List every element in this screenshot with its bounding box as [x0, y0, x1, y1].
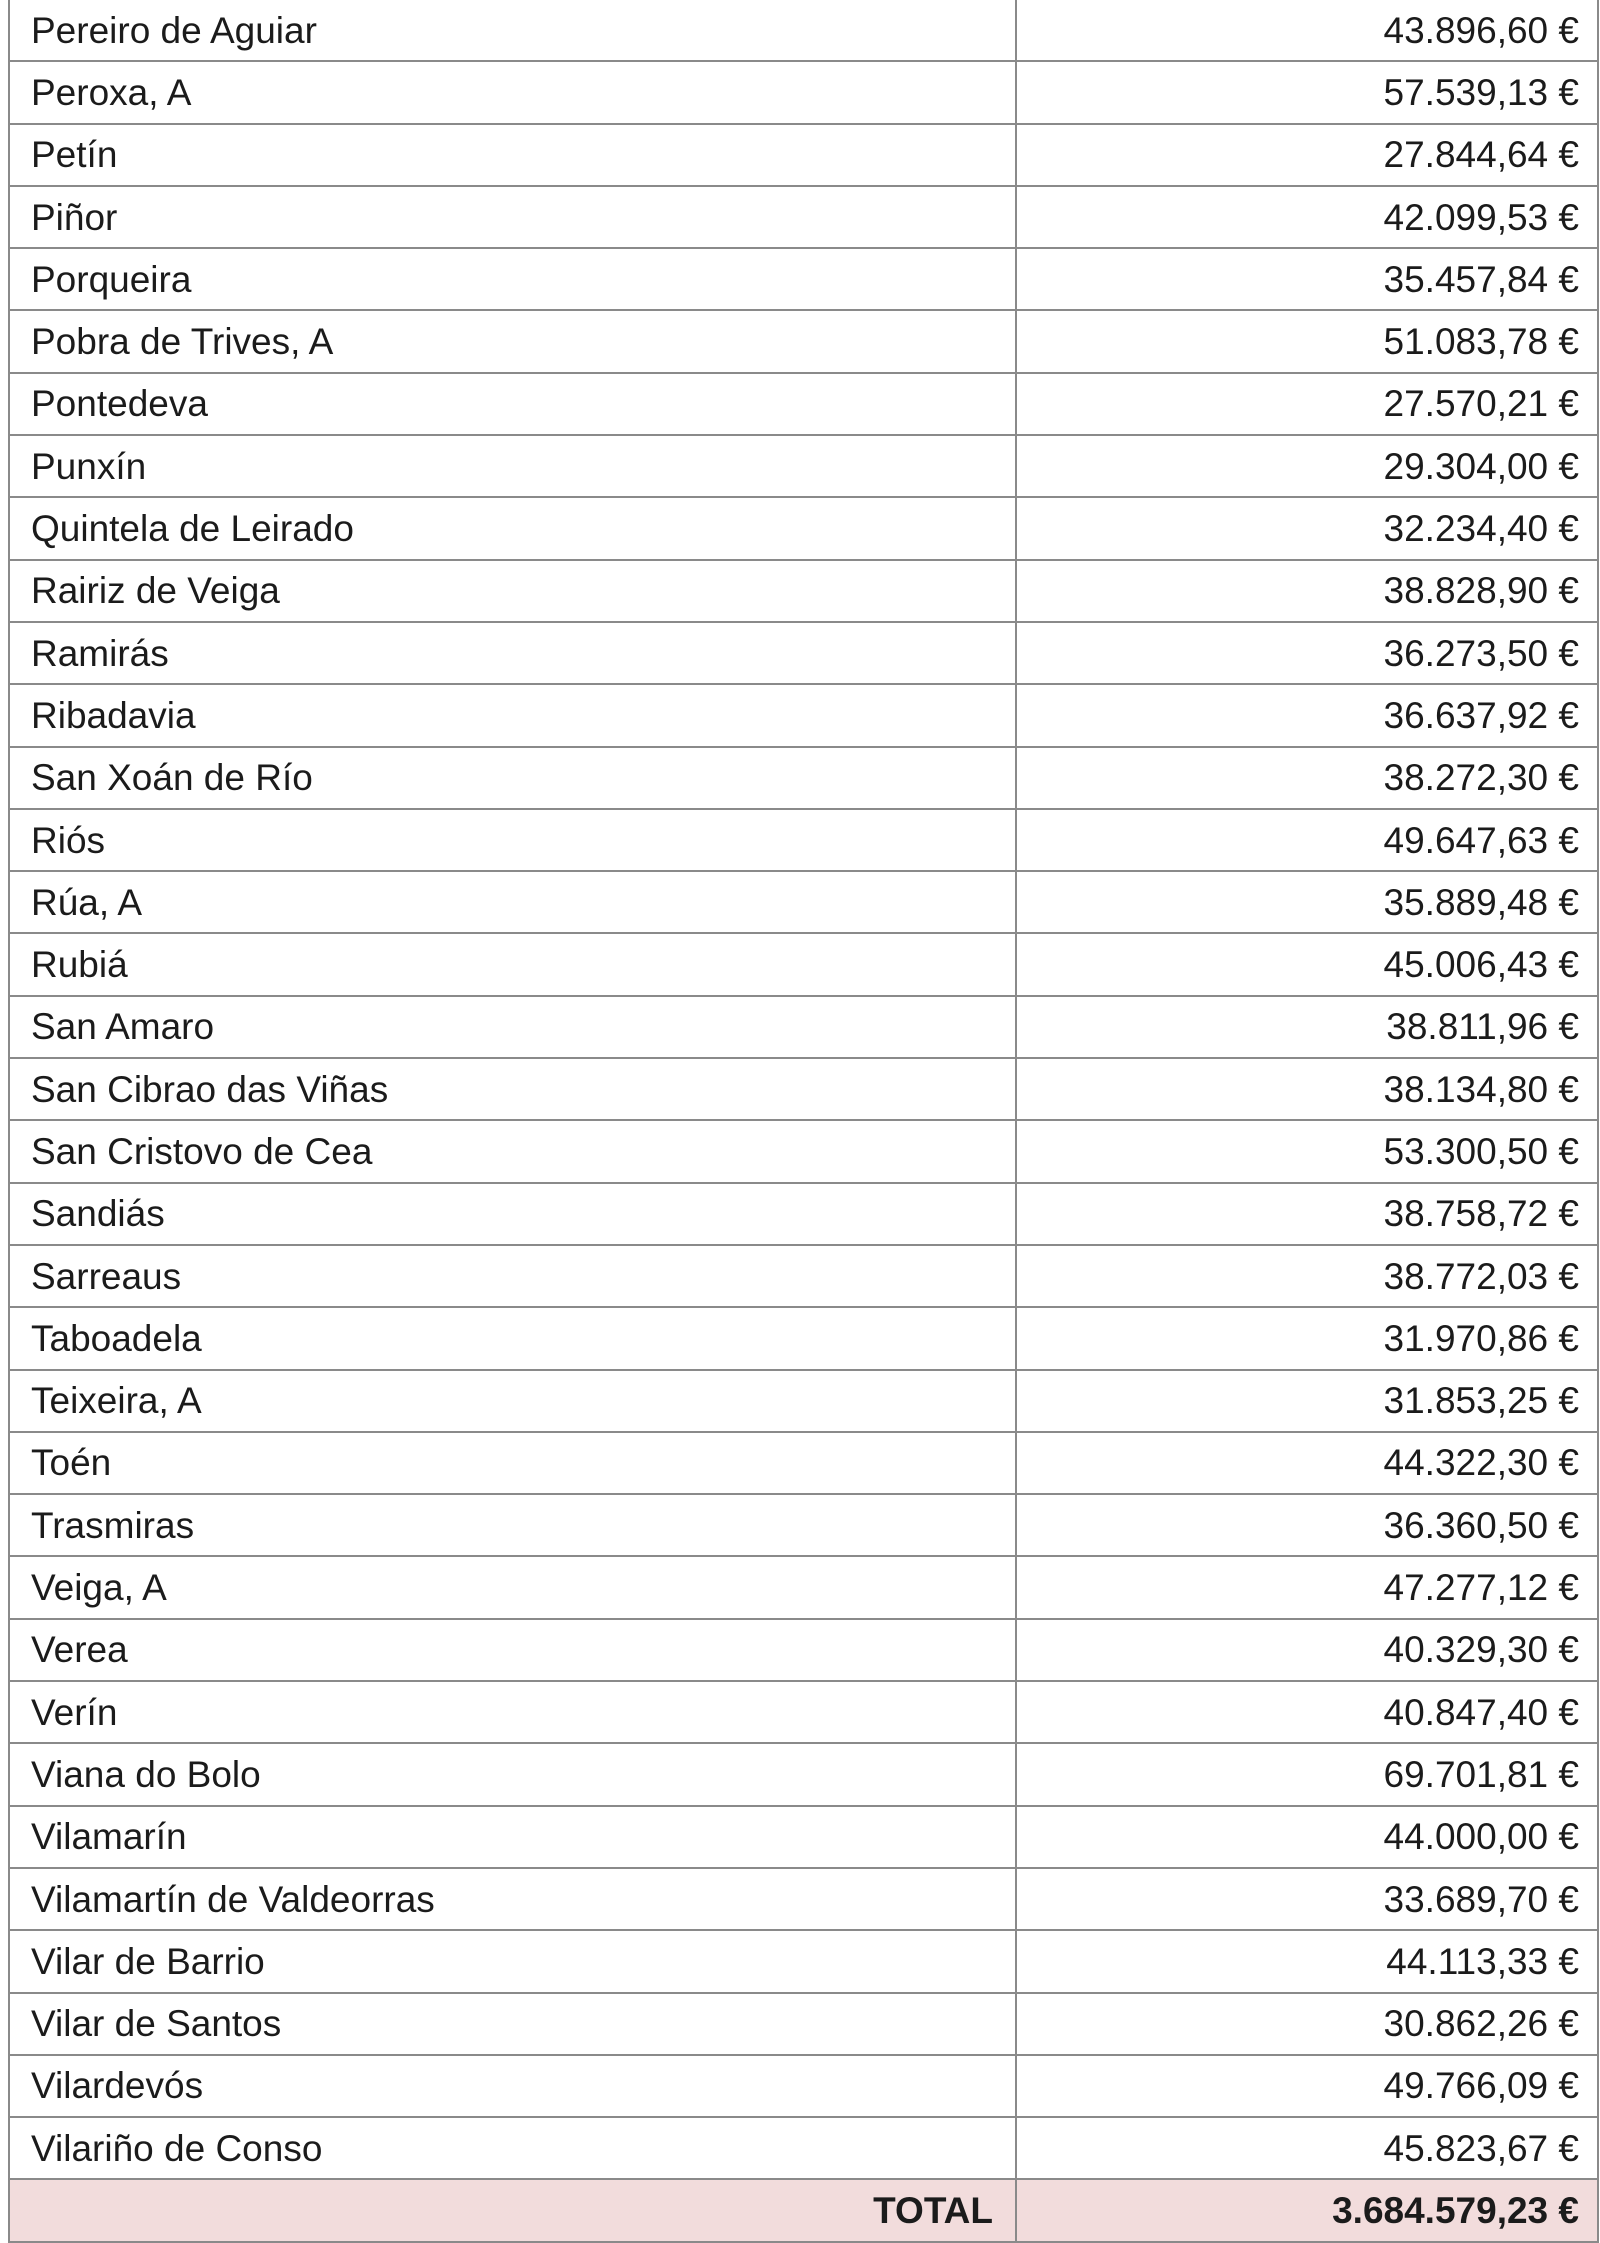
table-row [9, 435, 1598, 497]
table-row [9, 1681, 1598, 1743]
municipality-name: Pontedeva [9, 373, 1016, 435]
amount-value: 44.322,30 € [1016, 1432, 1598, 1494]
table-row [9, 1120, 1598, 1182]
amount-value: 42.099,53 € [1016, 186, 1598, 248]
amount-value: 36.360,50 € [1016, 1494, 1598, 1556]
municipality-name: San Cristovo de Cea [9, 1120, 1016, 1182]
municipality-name: Piñor [9, 186, 1016, 248]
table-row [9, 1619, 1598, 1681]
municipality-name: Rúa, A [9, 871, 1016, 933]
municipality-name: Vilar de Santos [9, 1993, 1016, 2055]
municipality-name: Pobra de Trives, A [9, 310, 1016, 372]
amount-value: 38.758,72 € [1016, 1183, 1598, 1245]
municipality-name: Taboadela [9, 1307, 1016, 1369]
table-row [9, 684, 1598, 746]
table-row [9, 61, 1598, 123]
amount-value: 45.006,43 € [1016, 933, 1598, 995]
municipality-amounts-table [8, 0, 1599, 2243]
municipality-name: Vilamarín [9, 1806, 1016, 1868]
table-row [9, 1307, 1598, 1369]
municipality-name: Vilar de Barrio [9, 1930, 1016, 1992]
amount-value: 47.277,12 € [1016, 1556, 1598, 1618]
municipality-name: Quintela de Leirado [9, 497, 1016, 559]
table-body [9, 0, 1598, 2242]
amount-value: 49.766,09 € [1016, 2055, 1598, 2117]
amount-value: 38.828,90 € [1016, 560, 1598, 622]
table-row [9, 497, 1598, 559]
table-row [9, 186, 1598, 248]
municipality-name: Punxín [9, 435, 1016, 497]
municipality-name: San Cibrao das Viñas [9, 1058, 1016, 1120]
amount-value: 69.701,81 € [1016, 1743, 1598, 1805]
amount-value: 33.689,70 € [1016, 1868, 1598, 1930]
table-row [9, 2055, 1598, 2117]
amount-value: 36.637,92 € [1016, 684, 1598, 746]
amount-value: 32.234,40 € [1016, 497, 1598, 559]
amount-value: 31.970,86 € [1016, 1307, 1598, 1369]
municipality-name: Veiga, A [9, 1556, 1016, 1618]
municipality-name: Porqueira [9, 248, 1016, 310]
table-row [9, 933, 1598, 995]
table-row [9, 248, 1598, 310]
table-row [9, 1058, 1598, 1120]
total-label: TOTAL [9, 2179, 1016, 2241]
municipality-name: Verín [9, 1681, 1016, 1743]
table-row [9, 1868, 1598, 1930]
amount-value: 53.300,50 € [1016, 1120, 1598, 1182]
amount-value: 27.570,21 € [1016, 373, 1598, 435]
municipality-name: Trasmiras [9, 1494, 1016, 1556]
table-row [9, 809, 1598, 871]
amount-value: 29.304,00 € [1016, 435, 1598, 497]
municipality-name: Pereiro de Aguiar [9, 0, 1016, 61]
table-row [9, 1743, 1598, 1805]
table-row [9, 1432, 1598, 1494]
amount-value: 44.000,00 € [1016, 1806, 1598, 1868]
table-row [9, 1806, 1598, 1868]
table-row [9, 1556, 1598, 1618]
table-row [9, 0, 1598, 61]
municipality-name: Verea [9, 1619, 1016, 1681]
amount-value: 38.272,30 € [1016, 747, 1598, 809]
amount-value: 49.647,63 € [1016, 809, 1598, 871]
table-row [9, 747, 1598, 809]
amount-value: 45.823,67 € [1016, 2117, 1598, 2179]
municipality-name: San Xoán de Río [9, 747, 1016, 809]
amount-value: 43.896,60 € [1016, 0, 1598, 61]
municipality-name: Vilamartín de Valdeorras [9, 1868, 1016, 1930]
table-row [9, 2117, 1598, 2179]
table-row [9, 1370, 1598, 1432]
table-row [9, 871, 1598, 933]
municipality-name: Sarreaus [9, 1245, 1016, 1307]
total-amount: 3.684.579,23 € [1016, 2179, 1598, 2241]
amount-value: 30.862,26 € [1016, 1993, 1598, 2055]
amount-value: 35.889,48 € [1016, 871, 1598, 933]
amount-value: 38.134,80 € [1016, 1058, 1598, 1120]
table-row [9, 1183, 1598, 1245]
municipality-name: Rubiá [9, 933, 1016, 995]
table-row [9, 124, 1598, 186]
table-row [9, 1930, 1598, 1992]
table-row [9, 622, 1598, 684]
table-row [9, 1245, 1598, 1307]
amount-value: 40.329,30 € [1016, 1619, 1598, 1681]
amount-value: 51.083,78 € [1016, 310, 1598, 372]
municipality-name: Riós [9, 809, 1016, 871]
amount-value: 31.853,25 € [1016, 1370, 1598, 1432]
municipality-name: Petín [9, 124, 1016, 186]
municipality-name: Viana do Bolo [9, 1743, 1016, 1805]
municipality-name: Teixeira, A [9, 1370, 1016, 1432]
municipality-name: Toén [9, 1432, 1016, 1494]
municipality-name: San Amaro [9, 996, 1016, 1058]
municipality-name: Ramirás [9, 622, 1016, 684]
municipality-name: Vilardevós [9, 2055, 1016, 2117]
table-row [9, 996, 1598, 1058]
table-row [9, 373, 1598, 435]
municipality-name: Peroxa, A [9, 61, 1016, 123]
amount-value: 27.844,64 € [1016, 124, 1598, 186]
table-row [9, 310, 1598, 372]
total-row [9, 2179, 1598, 2241]
amount-value: 40.847,40 € [1016, 1681, 1598, 1743]
amount-value: 36.273,50 € [1016, 622, 1598, 684]
amount-value: 35.457,84 € [1016, 248, 1598, 310]
municipality-name: Ribadavia [9, 684, 1016, 746]
amount-value: 38.811,96 € [1016, 996, 1598, 1058]
table-row [9, 1993, 1598, 2055]
amount-value: 44.113,33 € [1016, 1930, 1598, 1992]
table-row [9, 1494, 1598, 1556]
municipality-name: Vilariño de Conso [9, 2117, 1016, 2179]
municipality-name: Rairiz de Veiga [9, 560, 1016, 622]
amount-value: 57.539,13 € [1016, 61, 1598, 123]
municipality-name: Sandiás [9, 1183, 1016, 1245]
table-row [9, 560, 1598, 622]
amount-value: 38.772,03 € [1016, 1245, 1598, 1307]
